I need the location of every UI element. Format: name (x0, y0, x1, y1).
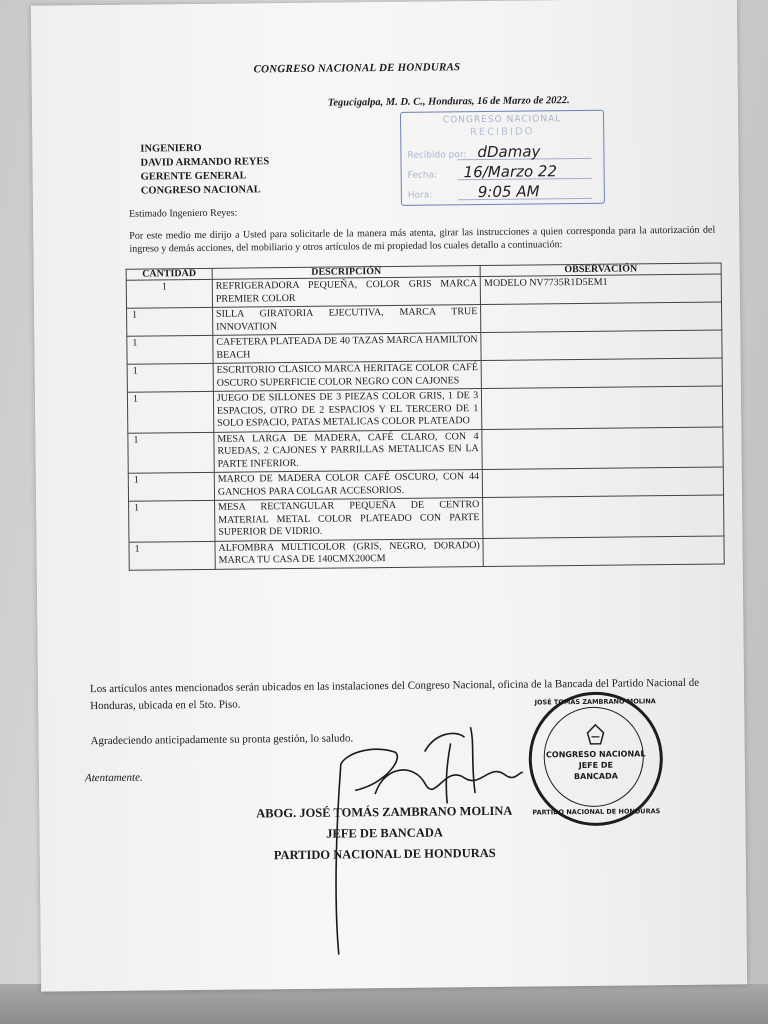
stamp-time-label: Hora: (407, 190, 433, 201)
observation-cell (481, 330, 722, 361)
table-row (129, 535, 724, 569)
header-quantity: CANTIDAD (126, 268, 212, 280)
observation-cell: MODELO NV7735R1D5EM1 (480, 274, 721, 305)
observation-cell (483, 495, 724, 538)
quantity-cell: 1 (134, 543, 140, 555)
closing-paragraph: Los artículos antes mencionados serán ubicados en las instalaciones del Congreso Nacional, oficina de la Bancada del Partido Nacional de Honduras, ubicada en el 5to. Piso. (89, 676, 700, 713)
quantity-cell: 1 (133, 434, 139, 446)
sign-off: Atentamente. (84, 771, 143, 785)
recipient-block (140, 141, 269, 198)
description-cell: ESCRITORIO CLASICO MARCA HERITAGE COLOR CAFÉ OSCURO SUPERFICIE COLOR NEGRO CON CAJONES (213, 361, 482, 392)
observation-cell (483, 535, 724, 566)
intro-paragraph: Por este medio me dirijo a Usted para solicitarle de la manera más atenta, girar las instrucciones a quien corresponda para la autorización del ingreso y demás acciones, del mobiliario y otros artículos de mi propiedad los cuales detallo a continuación: (129, 224, 716, 255)
stamp-time-row (408, 181, 600, 203)
dateline: Tegucigalpa, M. D. C., Honduras, 16 de Marzo de 2022. (327, 95, 570, 109)
table-row (129, 495, 724, 542)
description-cell: MESA LARGA DE MADERA, CAFÉ CLARO, CON 4 RUEDAS, 2 CAJONES Y PARRILLAS METALICAS EN LA PARTE INFERIOR. (214, 429, 483, 472)
table-row (127, 386, 722, 433)
received-stamp (400, 110, 605, 206)
quantity-cell: 1 (161, 281, 167, 293)
header-description: DESCRIPCIÓN (212, 266, 480, 280)
seal-ring-bottom: PARTIDO NACIONAL DE HONDURAS (532, 807, 661, 817)
observation-cell (481, 358, 722, 389)
quantity-cell: 1 (132, 337, 138, 349)
recipient-line: CONGRESO NACIONAL (140, 184, 261, 197)
observation-cell (482, 467, 723, 498)
stamp-date-row (408, 161, 600, 183)
signatory-party: PARTIDO NACIONAL DE HONDURAS (273, 845, 496, 863)
stamp-received-label: Recibido por: (407, 150, 467, 161)
thanks-line: Agradeciendo anticipadamente su pronta gestión, lo saludo. (90, 732, 354, 748)
stamp-subtitle: RECIBIDO (469, 126, 535, 139)
stamp-date-value: 16/Marzo 22 (463, 162, 558, 182)
items-table (126, 263, 725, 571)
signatory-name: ABOG. JOSÉ TOMÁS ZAMBRANO MOLINA (256, 803, 513, 821)
official-seal (528, 691, 663, 826)
coat-of-arms-icon (583, 723, 607, 747)
seal-ring-top: JOSÉ TOMÁS ZAMBRANO MOLINA (534, 697, 656, 707)
description-cell: ALFOMBRA MULTICOLOR (GRIS, NEGRO, DORADO) MARCA TU CASA DE 140CMX200CM (215, 538, 484, 569)
signatory-block (219, 800, 550, 866)
quantity-cell: 1 (132, 393, 139, 405)
observation-cell (481, 302, 722, 333)
seal-center-line: BANCADA (573, 771, 618, 782)
seal-center-line: CONGRESO NACIONAL (545, 749, 646, 760)
recipient-line: DAVID ARMANDO REYES (140, 156, 270, 169)
recipient-line: GERENTE GENERAL (140, 170, 247, 183)
observation-cell (482, 427, 723, 470)
description-cell: REFRIGERADORA PEQUEÑA, COLOR GRIS MARCA PREMIER COLOR (212, 277, 481, 308)
recipient-line: INGENIERO (140, 142, 202, 155)
quantity-cell: 1 (134, 502, 140, 514)
description-cell: JUEGO DE SILLONES DE 3 PIEZAS COLOR GRIS, 1 DE 3 ESPACIOS, OTRO DE 2 ESPACIOS Y EL TERCERO DE 1 SOLO ESPACIO, PATAS METALICAS COLOR PLATEADO (213, 389, 482, 432)
observation-cell (482, 386, 723, 429)
stamp-received-row (407, 141, 599, 163)
stamp-date-label: Fecha: (407, 170, 438, 181)
seal-center-line: JEFE DE (578, 760, 614, 771)
letter-page (31, 0, 747, 992)
letter-header: CONGRESO NACIONAL DE HONDURAS (253, 61, 461, 76)
stamp-title: CONGRESO NACIONAL (442, 114, 562, 126)
description-cell: SILLA GIRATORIA EJECUTIVA, MARCA TRUE INNOVATION (212, 305, 481, 336)
header-observation: OBSERVACIÓN (480, 263, 721, 277)
stamp-received-value: dDamay (477, 142, 541, 162)
quantity-cell: 1 (132, 309, 138, 321)
description-cell: CAFETERA PLATEADA DE 40 TAZAS MARCA HAMILTON BEACH (213, 333, 482, 364)
stamp-time-value: 9:05 AM (477, 182, 540, 202)
description-cell: MESA RECTANGULAR PEQUEÑA DE CENTRO MATERIAL METAL COLOR PLATEADO CON PARTE SUPERIOR DE VIDRIO. (214, 498, 483, 541)
table-row (128, 427, 723, 474)
quantity-cell: 1 (132, 365, 138, 377)
quantity-cell: 1 (133, 474, 139, 486)
signatory-title: JEFE DE BANCADA (326, 825, 443, 841)
description-cell: MARCO DE MADERA COLOR CAFÉ OSCURO, CON 44 GANCHOS PARA COLGAR ACCESORIOS. (214, 470, 483, 501)
greeting: Estimado Ingeniero Reyes: (128, 207, 238, 220)
